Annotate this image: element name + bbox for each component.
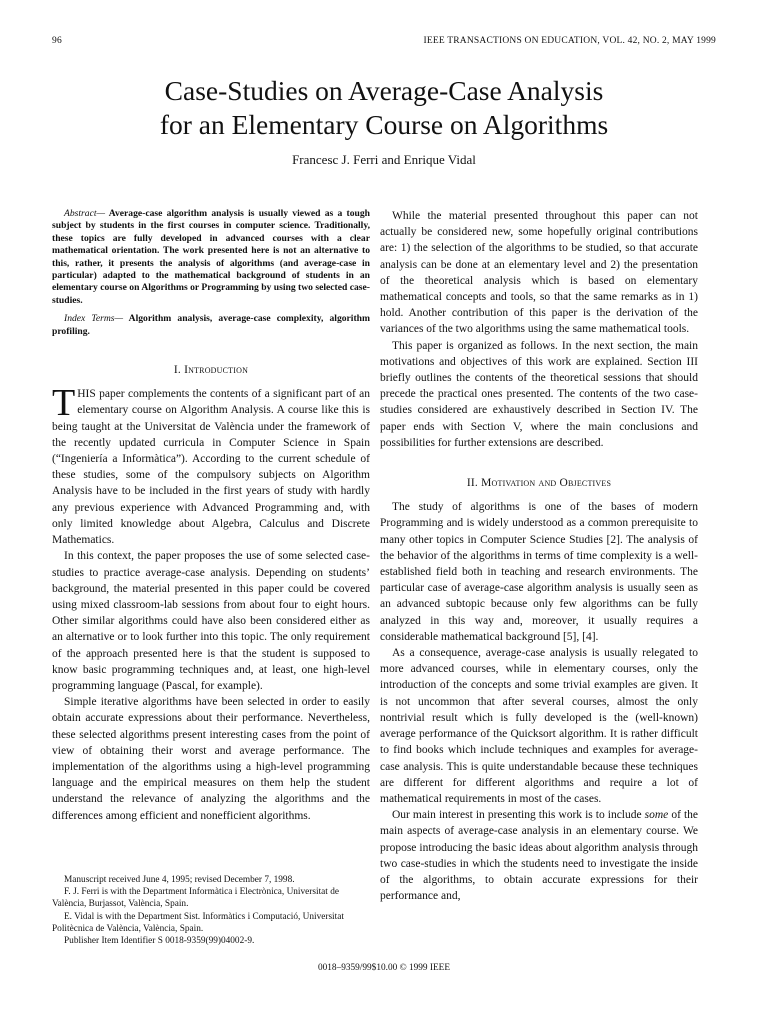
copyright-line: 0018–9359/99$10.00 © 1999 IEEE [317,963,451,973]
section-title-motivation: Motivation and Objectives [481,477,612,490]
right-column [380,208,698,904]
page-number: 96 [52,36,62,46]
emphasis-some: some [644,809,669,822]
journal-header: IEEE TRANSACTIONS ON EDUCATION, VOL. 42, NO. 2, MAY 1999 [423,36,716,46]
footnote-manuscript: Manuscript received June 4, 1995; revised December 7, 1998. [64,875,295,885]
lead-caps: HIS [77,388,96,401]
motivation-paragraph-3: Our main interest in presenting this work is to include some of the main aspects of average-case analysis in an elementary course. We propose introducing the basic ideas about algorithm analysis through two case-studies in which the students need to investigate the inside of the algorithms, to obtain accurate expressions for their performance and, [380,809,698,903]
abstract-lead: Abstract— [64,208,106,219]
left-column [52,208,370,824]
index-terms-lead: Index Terms— [64,313,124,325]
intro-paragraph-2: In this context, the paper proposes the use of some selected case-studies to practice average-case analysis. Depending on students’ background, the material presented in this paper could be covered using mixed classroom-lab sessions from about four to eight hours. Other similar algorithms could have also been considered either as an alternative or to look further into this topic. The only requirement of the approach presented here is that the student is supposed to know basic programming techniques and, at least, one high-level programming language (Pascal, for example). [52,550,370,692]
abstract [52,208,370,307]
paper-title [52,74,716,142]
footnote-publisher-id: Publisher Item Identifier S 0018-9359(99)04002-9. [64,936,255,947]
footnote-vidal: E. Vidal is with the Department Sist. Informàtics i Computació, Universitat Politècnica de València, València, Spain. [52,911,344,934]
section-title-introduction: Introduction [184,364,249,377]
title-line-1: Case-Studies on Average-Case Analysis [164,75,604,106]
intro-p1-text: paper complements the contents of a significant part of an elementary course on Algorithm Analysis. A course like this is being taught at the Universitat de València under the framework of the recently updated curricula in Computer Science in Spain (“Ingeniería a Informàtica”). According to the current schedule of these studies, some of the compulsory subjects on Algorithm Analysis have to be included in the first years of study with hardly any previous experience with Advanced Programming and, with only limited knowledge about Algebra, Calculus and Discrete Mathematics. [52,388,370,547]
section-heading-introduction: I. Introduction [173,364,249,377]
title-line-2: for an Elementary Course on Algorithms [159,109,609,140]
index-terms [52,313,370,338]
abstract-text: Average-case algorithm analysis is usually viewed as a tough subject by students in the first courses in computer science. Traditionally, these topics are fully developed in advanced courses with a clear mathematical orientation. The work presented here is not an alternative to this, rather, it presents the analysis of algorithms (and average-case in particular) adapted to the mathematical background of students in an elementary course on Algorithms or Programming by using two selected case-studies. [52,208,370,306]
motivation-paragraph-2: As a consequence, average-case analysis is usually relegated to more advanced courses, while in elementary courses, only the introduction of the concepts and some trivial examples are given. It is not uncommon that after several courses, almost the only nontrivial result which is fully developed is the (well-known) average performance of the Quicksort algorithm. It is rather difficult to find books which include techniques and examples for average-case analysis. This is quite understandable because these techniques are different for different algorithms and require a lot of mathematical requirements in most of the cases. [380,647,698,805]
running-head [52,36,716,50]
index-terms-text: Algorithm analysis, average-case complexity, algorithm profiling. [52,313,370,337]
authors: Francesc J. Ferri and Enrique Vidal [292,152,476,167]
motivation-paragraph-1: The study of algorithms is one of the bases of modern Programming and is widely understood as a common prerequisite to many other topics in Computer Science Studies [2]. The analysis of the behavior of the algorithms in terms of time complexity is a well-established field both in teaching and research environments. The particular case of average-case algorithm analysis is usually seen as an advanced subtopic because only few algorithms can be fully analyzed in this way and, moreover, it usually requires a considerable mathematical background [5], [4]. [380,501,698,643]
right-paragraph-1: While the material presented throughout this paper can not actually be considered new, some hopefully original contributions are: 1) the selection of the algorithms to be studied, so that accurate analysis can be done at an elementary level and 2) the presentation of the theoretical analysis which is based on elementary mathematical concepts and tools, so that the same remarks as in 1) hold. Another contribution of this paper is the derivation of the variances of the two algorithms using the same mathematical tools. [380,210,698,336]
intro-paragraph-3: Simple iterative algorithms have been selected in order to easily obtain accurate expressions about their performance. Nevertheless, these selected algorithms present interesting cases from the point of view of obtaining their worst and average performance. The implementation of the algorithms using a high-level programming language and the empirical measures on them help the student understand the relevance of analyzing the algorithms and the differences among efficient and nonefficient algorithms. [52,696,370,822]
footnotes [52,874,370,947]
drop-cap: T [52,382,76,425]
section-heading-motivation: II. Motivation and Objectives [466,477,612,490]
intro-paragraph-1 [52,382,370,548]
footnote-ferri: F. J. Ferri is with the Department Informàtica i Electrònica, Universitat de València, Burjassot, València, Spain. [52,887,339,910]
right-paragraph-2: This paper is organized as follows. In the next section, the main motivations and objectives of this work are explained. Section III briefly outlines the contents of the theoretical sessions that should precede the practical ones presented. The contents of the two case-studies considered are exhaustively described in Section IV. The paper ends with Section V, where the main conclusions and possibilities for further extensions are described. [380,339,698,449]
